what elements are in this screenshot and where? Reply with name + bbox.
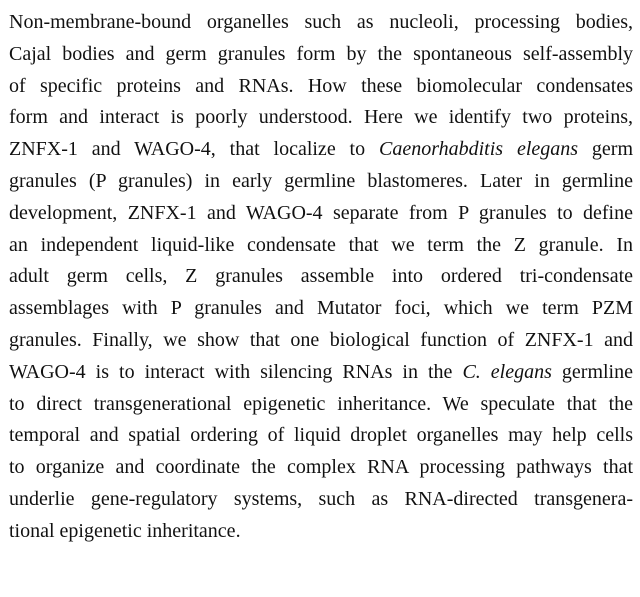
abstract-line-9 bbox=[9, 261, 633, 293]
text-segment: ZNFX-1 and WAGO-4, that localize to bbox=[9, 138, 379, 161]
abstract-line-7 bbox=[9, 198, 633, 230]
species-name-italic: C. elegans bbox=[462, 360, 552, 383]
abstract-line-12 bbox=[9, 357, 633, 389]
abstract-line-11 bbox=[9, 325, 633, 357]
text-segment: Cajal bodies and germ granules form by the spontaneous self-assembly bbox=[9, 42, 633, 65]
text-segment: assemblages with P granules and Mutator foci, which we term PZM bbox=[9, 297, 633, 320]
abstract-line-13 bbox=[9, 389, 633, 421]
text-segment: germ bbox=[578, 138, 633, 161]
text-segment: underlie gene-regulatory systems, such as RNA-directed transgenera- bbox=[9, 487, 633, 510]
text-segment: WAGO-4 is to interact with silencing RNAs in the bbox=[9, 360, 463, 383]
text-segment: Non-membrane-bound organelles such as nucleoli, processing bodies, bbox=[9, 11, 633, 33]
abstract-line-10 bbox=[9, 293, 633, 325]
text-segment: an independent liquid-like condensate that we term the Z granule. In bbox=[9, 233, 633, 256]
text-segment: granules (P granules) in early germline blastomeres. Later in germline bbox=[9, 169, 633, 192]
abstract-line-8 bbox=[9, 230, 633, 262]
abstract-line-2 bbox=[9, 39, 633, 71]
text-segment: development, ZNFX-1 and WAGO-4 separate from P granules to define bbox=[9, 201, 633, 224]
abstract-line-15 bbox=[9, 452, 633, 484]
abstract-line-17 bbox=[9, 516, 633, 548]
abstract-line-4 bbox=[9, 102, 633, 134]
text-segment: temporal and spatial ordering of liquid droplet organelles may help cells bbox=[9, 424, 633, 447]
abstract-line-5 bbox=[9, 134, 633, 166]
abstract-paragraph bbox=[9, 7, 633, 548]
text-segment: form and interact is poorly understood. Here we identify two proteins, bbox=[9, 106, 633, 129]
abstract-line-6 bbox=[9, 166, 633, 198]
text-segment: germline bbox=[551, 360, 633, 383]
abstract-line-3 bbox=[9, 71, 633, 103]
text-segment: to direct transgenerational epigenetic inheritance. We speculate that the bbox=[9, 392, 633, 415]
text-segment: to organize and coordinate the complex RNA processing pathways that bbox=[9, 456, 633, 479]
abstract-line-16 bbox=[9, 484, 633, 516]
text-segment: adult germ cells, Z granules assemble into ordered tri-condensate bbox=[9, 265, 633, 288]
text-segment: tional epigenetic inheritance. bbox=[9, 519, 241, 542]
abstract-line-14 bbox=[9, 420, 633, 452]
abstract-line-1 bbox=[9, 7, 633, 39]
species-name-italic: Caenorhabditis elegans bbox=[378, 138, 579, 161]
text-segment: granules. Finally, we show that one biological function of ZNFX-1 and bbox=[9, 328, 633, 351]
text-segment: of specific proteins and RNAs. How these biomolecular condensates bbox=[9, 74, 633, 97]
